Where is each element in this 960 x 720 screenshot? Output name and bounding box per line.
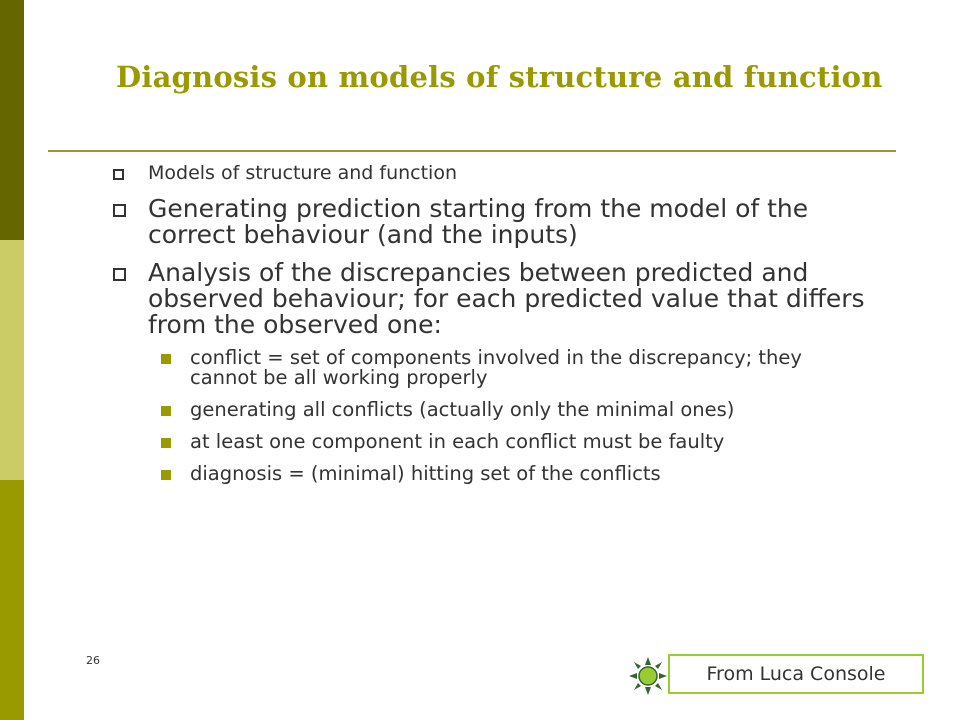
left-accent-bar-middle (0, 240, 24, 480)
sub-bullet-item (158, 432, 870, 452)
sub-bullet-text: at least one component in each conflict must be faulty (190, 430, 725, 453)
square-sub-bullet-icon (161, 406, 171, 416)
bullet-item (110, 162, 870, 184)
sub-bullet-text: conflict = set of components involved in the discrepancy; they cannot be all working properly (190, 346, 802, 389)
left-accent-bar-top (0, 0, 24, 240)
slide-title: Diagnosis on models of structure and function (116, 60, 883, 94)
sub-bullet-list (110, 348, 870, 484)
slide-content (110, 156, 870, 496)
bullet-item (110, 196, 870, 248)
page-number: 26 (86, 654, 100, 667)
square-sub-bullet-icon (161, 470, 171, 480)
bullet-text: Models of structure and function (148, 162, 458, 184)
bullet-text: Generating prediction starting from the model of the correct behaviour (and the inputs) (148, 194, 809, 249)
credit-box (668, 654, 924, 694)
square-bullet-icon (113, 204, 126, 217)
sub-bullet-item (158, 464, 870, 484)
sub-bullet-text: generating all conflicts (actually only the minimal ones) (190, 398, 735, 421)
sub-bullet-text: diagnosis = (minimal) hitting set of the conflicts (190, 462, 661, 485)
sub-bullet-item (158, 348, 870, 388)
square-sub-bullet-icon (161, 354, 171, 364)
title-divider (48, 150, 896, 152)
left-accent-bar-bottom (0, 480, 24, 720)
bullet-text: Analysis of the discrepancies between predicted and observed behaviour; for each predicted value that differs from the observed one: (148, 258, 865, 339)
credit-text: From Luca Console (706, 663, 886, 685)
bullet-item (110, 260, 870, 338)
square-bullet-icon (113, 169, 124, 180)
sub-bullet-item (158, 400, 870, 420)
square-sub-bullet-icon (161, 438, 171, 448)
sun-icon (628, 656, 668, 696)
square-bullet-icon (113, 268, 126, 281)
